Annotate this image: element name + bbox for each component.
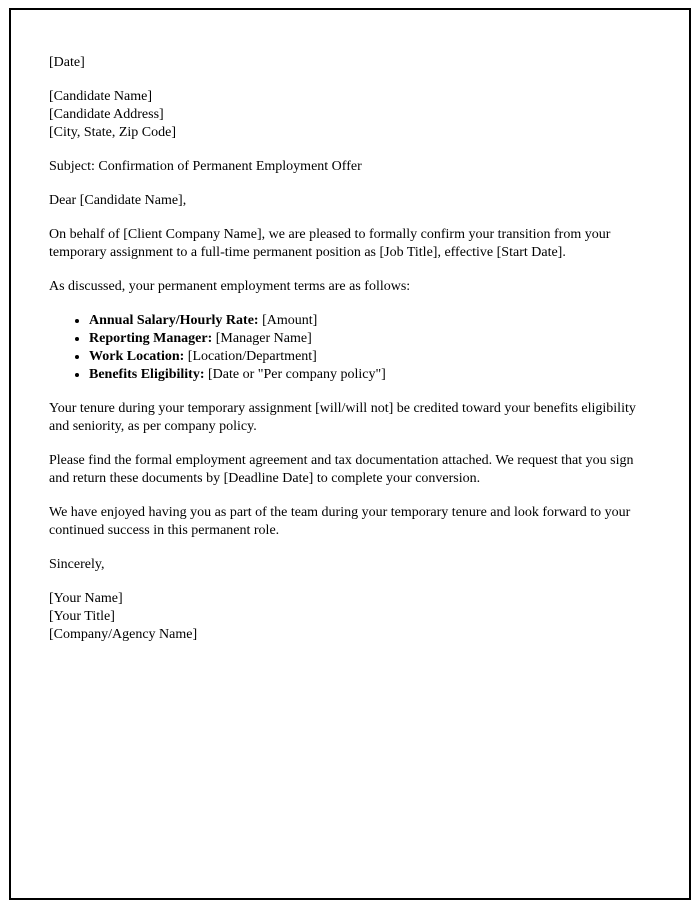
bullet-value: [Date or "Per company policy"]: [204, 367, 386, 382]
recipient-address-line: [Candidate Address]: [49, 107, 164, 122]
bullet-label: Reporting Manager:: [89, 331, 213, 346]
letter-page: [9, 8, 691, 900]
paragraph-terms-intro: As discussed, your permanent employment terms are as follows:: [49, 279, 411, 294]
list-item: [89, 312, 639, 330]
signature-company-line: [Company/Agency Name]: [49, 627, 198, 642]
subject-line: Subject: Confirmation of Permanent Employment Offer: [49, 159, 362, 174]
bullet-label: Work Location:: [89, 349, 185, 364]
list-item: [89, 348, 639, 366]
list-item: [89, 330, 639, 348]
paragraph-documents: Please find the formal employment agreement and tax documentation attached. We request that you sign and return these documents by [Deadline Date] to complete your conversion.: [49, 453, 634, 486]
date-block: [49, 54, 639, 72]
paragraph-closing: We have enjoyed having you as part of the team during your temporary tenure and look forward to your continued success in this permanent role.: [49, 505, 631, 538]
list-item: [89, 366, 639, 384]
recipient-city-line: [City, State, Zip Code]: [49, 125, 177, 140]
signature-block: [49, 590, 639, 644]
paragraph-tenure: Your tenure during your temporary assignment [will/will not] be credited toward your benefits eligibility and seniority, as per company policy.: [49, 401, 636, 434]
recipient-name-line: [Candidate Name]: [49, 89, 153, 104]
employment-terms-list: [49, 312, 639, 384]
bullet-label: Annual Salary/Hourly Rate:: [89, 313, 259, 328]
date-line: [Date]: [49, 55, 85, 70]
signature-title-line: [Your Title]: [49, 609, 115, 624]
signoff-line: Sincerely,: [49, 557, 105, 572]
bullet-label: Benefits Eligibility:: [89, 367, 205, 382]
bullet-value: [Manager Name]: [212, 331, 312, 346]
bullet-value: [Amount]: [258, 313, 318, 328]
recipient-block: [49, 88, 639, 142]
signature-name-line: [Your Name]: [49, 591, 123, 606]
paragraph-intro: On behalf of [Client Company Name], we are pleased to formally confirm your transition from your temporary assignment to a full-time permanent position as [Job Title], effective [Start Date].: [49, 227, 611, 260]
salutation-line: Dear [Candidate Name],: [49, 193, 187, 208]
bullet-value: [Location/Department]: [184, 349, 317, 364]
